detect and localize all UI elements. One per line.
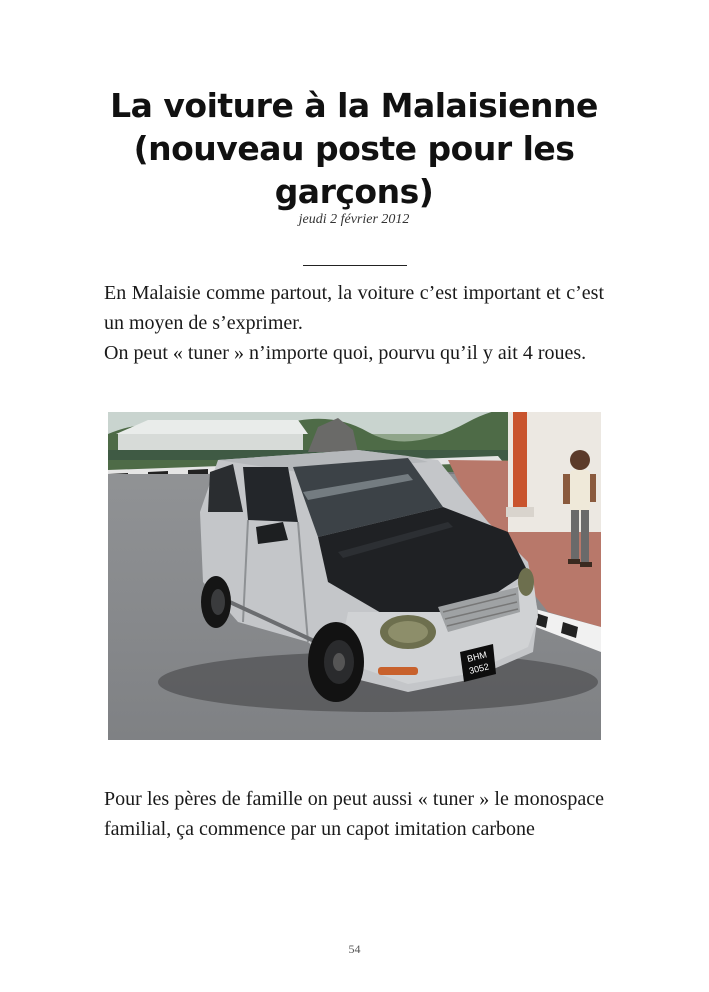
building-roof: [116, 420, 308, 434]
front-wheel: [308, 622, 364, 702]
title-separator: [303, 265, 407, 266]
article-title: La voiture à la Malaisienne (nouveau poste pour les garçons): [110, 86, 598, 211]
plate-text-line2: 3052: [468, 661, 490, 676]
rear-wheel: [201, 576, 231, 628]
article-date: jeudi 2 février 2012: [298, 212, 410, 227]
paragraph-intro: En Malaisie comme partout, la voiture c’est important et c’est un moyen de s’exprimer.: [104, 282, 604, 334]
car-photo: [108, 412, 601, 740]
turn-indicator: [378, 667, 418, 675]
plate-text-line1: BHM: [466, 649, 488, 664]
paragraph-tuning: On peut « tuner » n’importe quoi, pourvu qu’il y ait 4 roues.: [104, 342, 587, 364]
page-number: 54: [348, 942, 361, 956]
headlight-right: [518, 568, 534, 596]
paragraph-family-car: Pour les pères de famille on peut aussi « tuner » le monospace familial, ça commence par un capot imitation carbone: [104, 788, 604, 840]
